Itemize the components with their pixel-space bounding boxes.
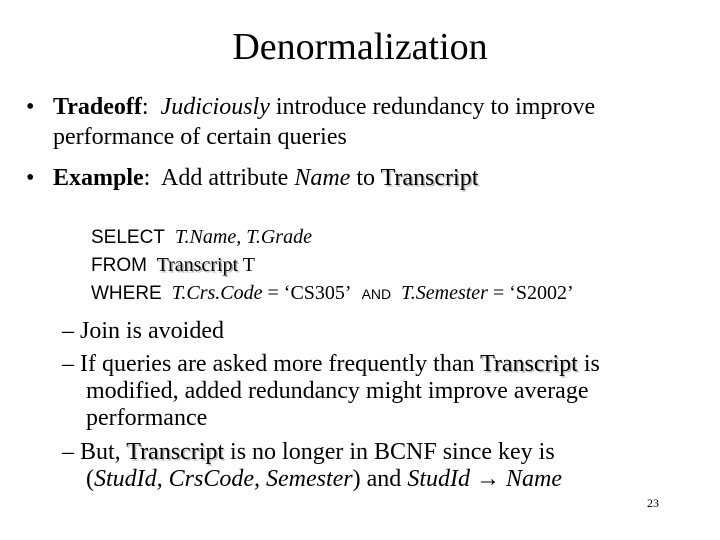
bullet-example	[26, 163, 706, 193]
fd-right: Name	[505, 466, 562, 492]
point-bcnf-line2: (StudId, CrsCode, Semester) and StudId → Name	[86, 466, 562, 492]
sql-from-line	[91, 251, 255, 280]
bullet-dot-icon: •	[26, 165, 35, 191]
sql-where-column-2: T.Semester	[401, 282, 488, 304]
sql-keyword-from: FROM	[91, 255, 147, 276]
point-frequency-line2: modified, added redundancy might improve average	[86, 378, 589, 404]
sql-from-table: Transcript	[156, 254, 239, 276]
bullet-dot-icon: •	[26, 94, 35, 120]
point-join-avoided: – Join is avoided	[62, 318, 224, 344]
sql-where-line	[91, 279, 574, 308]
sql-select-columns: T.Name, T.Grade	[174, 226, 312, 248]
sql-where-column-1: T.Crs.Code	[171, 282, 263, 304]
table-name-transcript: Transcript	[480, 351, 578, 377]
bullet-tradeoff-line2: performance of certain queries	[53, 124, 347, 150]
sql-keyword-select: SELECT	[91, 227, 165, 248]
table-name-transcript: Transcript	[126, 439, 225, 465]
point-frequency-line1: – If queries are asked more frequently than Transcript is	[62, 351, 600, 377]
sql-where-value-2: = ‘S2002’	[487, 282, 574, 304]
sql-where-value-1: = ‘CS305’	[262, 282, 352, 304]
sql-keyword-and: AND	[361, 286, 392, 302]
sql-keyword-where: WHERE	[91, 283, 162, 304]
fd-left: StudId	[407, 466, 470, 492]
page-number: 23	[647, 496, 659, 510]
bullet-example-line: Example: Add attribute Name to Transcript	[53, 165, 479, 191]
point-frequency-line3: performance	[86, 405, 208, 431]
slide-title: Denormalization	[232, 26, 488, 68]
table-name-transcript: Transcript	[380, 165, 479, 191]
point-bcnf-line1: – But, Transcript is no longer in BCNF since key is	[62, 439, 555, 465]
key-attributes: StudId, CrsCode, Semester	[94, 466, 353, 492]
arrow-icon: →	[469, 466, 506, 492]
sql-from-alias: T	[242, 254, 255, 276]
bullet-tradeoff	[26, 92, 706, 154]
sql-select-line	[91, 223, 312, 252]
bullet-tradeoff-line1: Tradeoff: Judiciously introduce redundancy to improve	[53, 94, 596, 120]
